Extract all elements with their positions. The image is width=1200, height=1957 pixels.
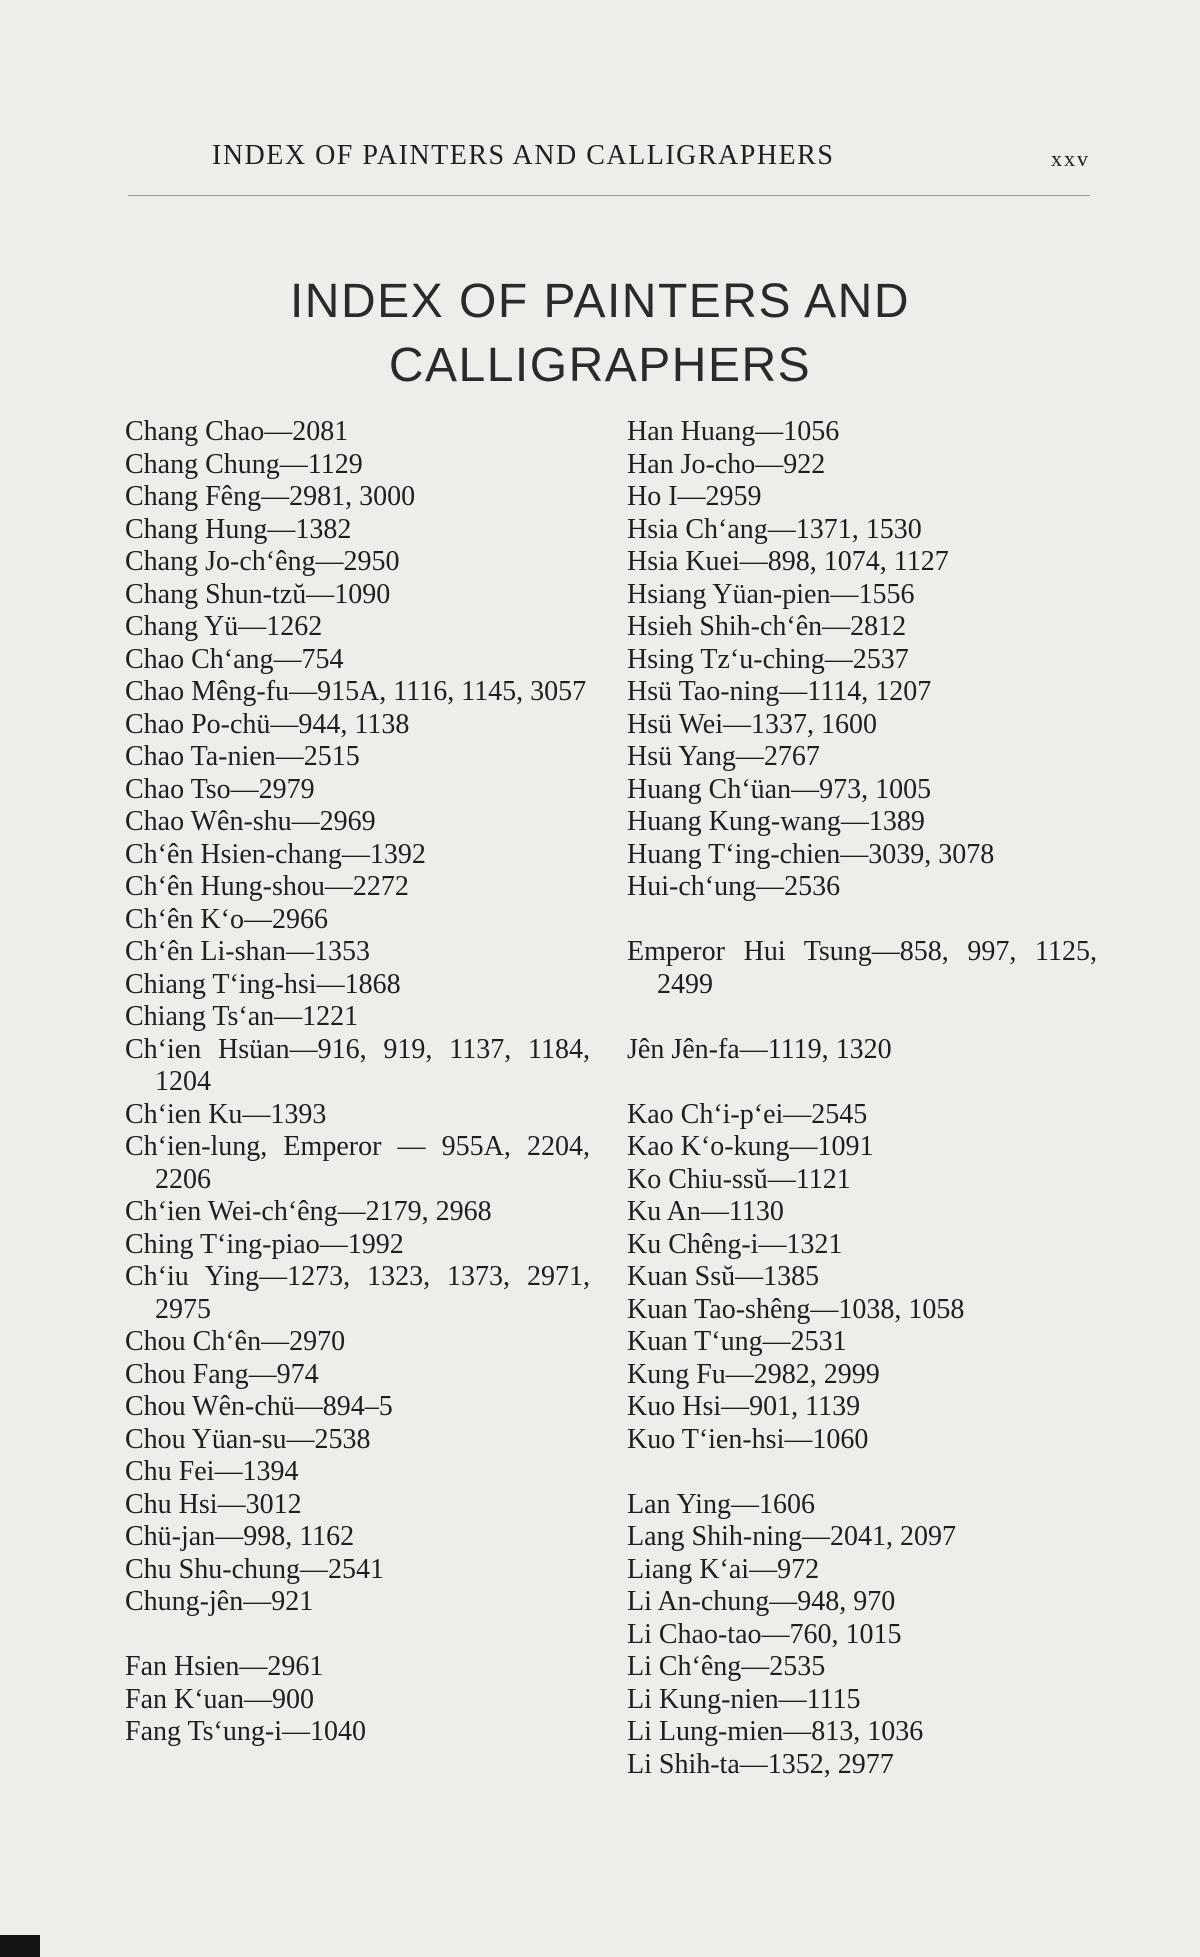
index-entry: Chao Po-chü—944, 1138 <box>125 708 410 740</box>
index-entry: Hsü Tao-ning—1114, 1207 <box>627 676 932 707</box>
index-entry: Lang Shih-ning—2041, 2097 <box>627 1521 956 1552</box>
index-entry: Ch‘ien Hsüan—916, 919, 1137, 1184, 1204 <box>125 1033 590 1097</box>
index-entry: Chang Shun-tzŭ—1090 <box>125 578 391 610</box>
index-entry: Chiang T‘ing-hsi—1868 <box>125 968 401 1000</box>
index-group <box>627 936 1097 1001</box>
index-entry: Liang K‘ai—972 <box>627 1553 820 1585</box>
index-entry: Han Huang—1056 <box>627 416 840 447</box>
index-entry: Jên Jên-fa—1119, 1320 <box>627 1033 892 1065</box>
index-entry: Chu Hsi—3012 <box>125 1488 302 1520</box>
index-column-left <box>125 416 590 1749</box>
index-entry: Chou Fang—974 <box>125 1358 319 1390</box>
index-entry: Chang Jo-ch‘êng—2950 <box>125 546 400 577</box>
index-entry: Chou Ch‘ên—2970 <box>125 1326 346 1357</box>
index-entry: Chao Wên-shu—2969 <box>125 806 376 837</box>
index-entry: Chao Mêng-fu—915A, 1116, 1145, 3057 <box>125 676 587 707</box>
index-entry: Hsiang Yüan-pien—1556 <box>627 578 915 610</box>
index-entry: Kao Ch‘i-p‘ei—2545 <box>627 1098 868 1130</box>
index-title-line-2: CALLIGRAPHERS <box>388 339 812 392</box>
index-title-line-1: INDEX OF PAINTERS AND <box>289 275 911 328</box>
index-entry: Han Jo-cho—922 <box>627 448 826 480</box>
group-spacer <box>627 904 1097 937</box>
group-spacer <box>627 1456 1097 1489</box>
index-entry: Ch‘iu Ying—1273, 1323, 1373, 2971, 2975 <box>125 1261 590 1325</box>
index-entry: Li An-chung—948, 970 <box>627 1586 896 1617</box>
index-entry: Fan Hsien—2961 <box>125 1651 324 1682</box>
index-entry: Chang Fêng—2981, 3000 <box>125 481 416 512</box>
index-entry: Hsia Ch‘ang—1371, 1530 <box>627 513 922 545</box>
group-spacer <box>627 1066 1097 1099</box>
index-entry: Ch‘ien-lung, Emperor — 955A, 2204, 2206 <box>125 1131 590 1195</box>
index-entry: Ko Chiu-ssŭ—1121 <box>627 1163 851 1195</box>
index-entry: Ching T‘ing-piao—1992 <box>125 1228 404 1260</box>
index-entry: Chou Wên-chü—894–5 <box>125 1391 393 1422</box>
index-group <box>627 416 1097 904</box>
index-entry: Li Shih-ta—1352, 2977 <box>627 1748 894 1780</box>
index-entry: Lan Ying—1606 <box>627 1488 815 1520</box>
running-head-title: INDEX OF PAINTERS AND CALLIGRAPHERS <box>212 140 835 171</box>
index-entry: Fang Ts‘ung-i—1040 <box>125 1716 366 1747</box>
index-entry: Emperor Hui Tsung—858, 997, 1125, 2499 <box>627 936 1097 1000</box>
index-entry: Kung Fu—2982, 2999 <box>627 1358 880 1390</box>
index-entry: Li Chao-tao—760, 1015 <box>627 1618 902 1650</box>
index-entry: Li Lung-mien—813, 1036 <box>627 1716 924 1747</box>
index-entry: Kuan Tao-shêng—1038, 1058 <box>627 1293 965 1325</box>
running-head <box>128 140 1090 180</box>
index-entry: Huang Ch‘üan—973, 1005 <box>627 773 932 805</box>
page-number: xxv <box>1051 146 1090 171</box>
index-entry: Huang T‘ing-chien—3039, 3078 <box>627 838 995 870</box>
index-entry: Fan K‘uan—900 <box>125 1683 314 1715</box>
index-entry: Kao K‘o-kung—1091 <box>627 1131 874 1162</box>
index-entry: Ch‘ên Hung-shou—2272 <box>125 871 409 902</box>
index-entry: Chang Chung—1129 <box>125 448 363 480</box>
index-entry: Chao Tso—2979 <box>125 773 315 805</box>
index-entry: Hui-ch‘ung—2536 <box>627 871 841 902</box>
index-entry: Huang Kung-wang—1389 <box>627 806 925 837</box>
index-group <box>627 1099 1097 1457</box>
index-entry: Kuan Ssŭ—1385 <box>627 1261 820 1292</box>
index-entry: Chiang Ts‘an—1221 <box>125 1001 359 1032</box>
index-entry: Kuan T‘ung—2531 <box>627 1326 847 1357</box>
index-entry: Ch‘ien Wei-ch‘êng—2179, 2968 <box>125 1196 492 1227</box>
index-group <box>125 416 590 1619</box>
index-entry: Ch‘ên Li-shan—1353 <box>125 936 370 967</box>
index-entry: Hsü Wei—1337, 1600 <box>627 708 878 740</box>
index-entry: Kuo T‘ien-hsi—1060 <box>627 1423 869 1455</box>
group-spacer <box>627 1001 1097 1034</box>
index-group <box>627 1489 1097 1782</box>
index-entry: Chao Ch‘ang—754 <box>125 643 344 675</box>
index-entry: Ku An—1130 <box>627 1196 784 1227</box>
header-rule <box>128 195 1090 196</box>
index-entry: Hsü Yang—2767 <box>627 741 820 772</box>
index-entry: Hsing Tz‘u-ching—2537 <box>627 643 909 675</box>
index-entry: Ho I—2959 <box>627 481 762 512</box>
index-group <box>125 1651 590 1749</box>
index-entry: Chü-jan—998, 1162 <box>125 1521 355 1552</box>
index-group <box>627 1034 1097 1067</box>
index-entry: Chang Yü—1262 <box>125 611 323 642</box>
index-entry: Chu Fei—1394 <box>125 1456 299 1487</box>
index-entry: Li Ch‘êng—2535 <box>627 1651 826 1682</box>
index-entry: Ch‘ên K‘o—2966 <box>125 903 328 935</box>
index-entry: Ch‘ien Ku—1393 <box>125 1098 327 1130</box>
index-entry: Ku Chêng-i—1321 <box>627 1228 843 1260</box>
index-entry: Chang Chao—2081 <box>125 416 349 447</box>
index-entry: Chao Ta-nien—2515 <box>125 741 360 772</box>
index-entry: Chung-jên—921 <box>125 1586 314 1617</box>
index-column-right <box>627 416 1097 1781</box>
index-entry: Hsieh Shih-ch‘ên—2812 <box>627 611 907 642</box>
index-entry: Li Kung-nien—1115 <box>627 1683 861 1715</box>
index-entry: Hsia Kuei—898, 1074, 1127 <box>627 546 949 577</box>
index-entry: Chu Shu-chung—2541 <box>125 1553 384 1585</box>
index-entry: Chang Hung—1382 <box>125 513 352 545</box>
group-spacer <box>125 1619 590 1652</box>
scan-edge-mark <box>0 1935 40 1957</box>
index-title <box>0 270 1200 398</box>
index-entry: Ch‘ên Hsien-chang—1392 <box>125 838 426 870</box>
index-entry: Chou Yüan-su—2538 <box>125 1423 371 1455</box>
index-entry: Kuo Hsi—901, 1139 <box>627 1391 861 1422</box>
